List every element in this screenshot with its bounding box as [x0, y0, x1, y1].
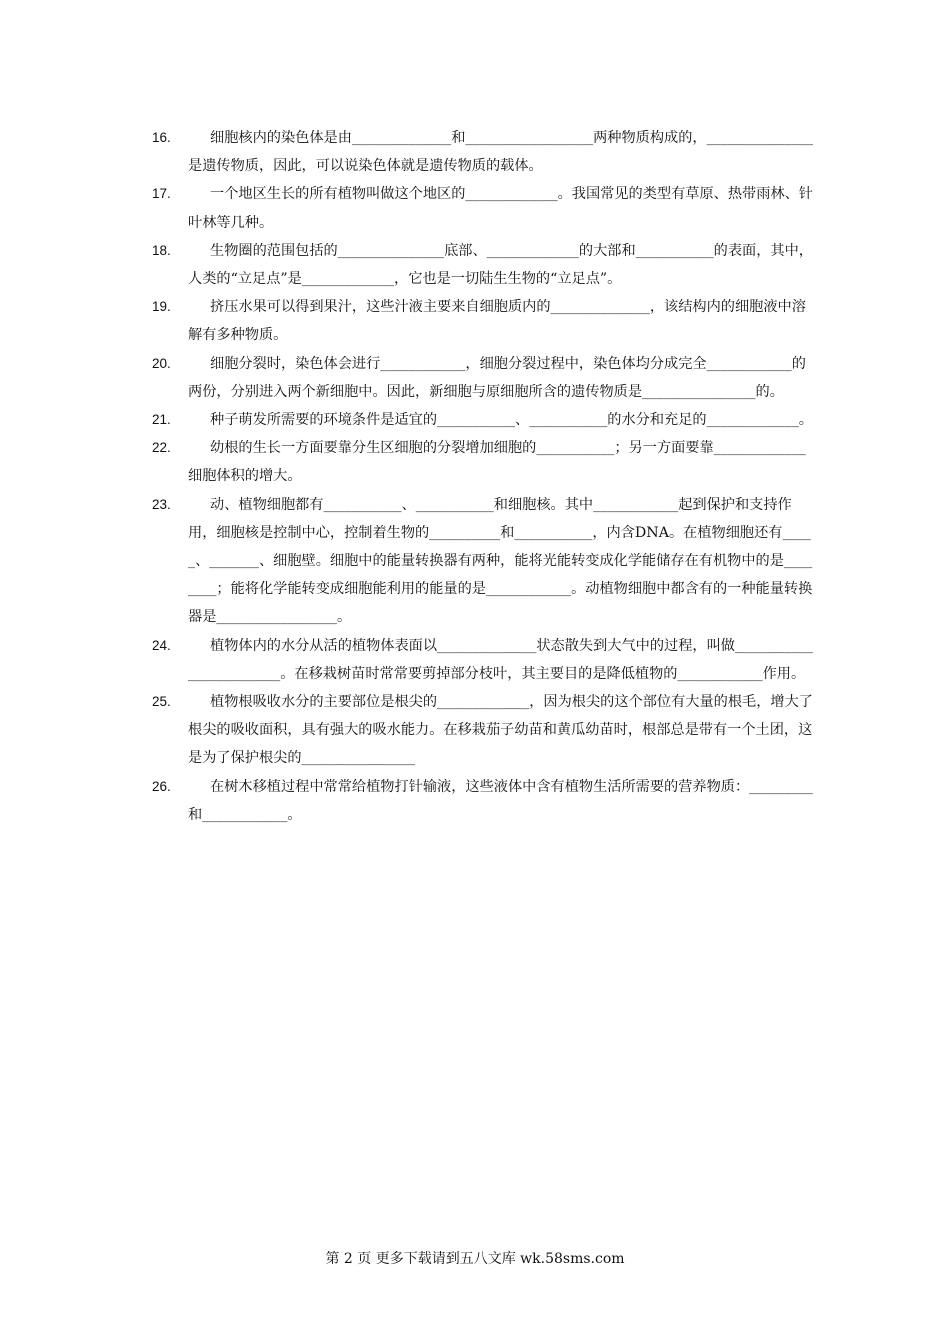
question-number: 23. [152, 496, 171, 512]
question-number: 17. [152, 186, 171, 202]
question-number: 25. [152, 694, 171, 710]
question-text: 植物体内的水分从活的植物体表面以______________状态散失到大气中的过程，叫做________________________。在移栽树苗时常常要剪掉部分枝叶，其主要目的是降低植物的____________作用。 [188, 637, 813, 682]
question-list [0, 124, 950, 829]
question-number: 22. [152, 440, 171, 456]
question-25 [152, 688, 818, 773]
question-16 [152, 124, 818, 180]
question-text: 种子萌发所需要的环境条件是适宜的___________、___________的水分和充足的_____________。 [210, 412, 813, 429]
question-text: 动、植物细胞都有___________、___________和细胞核。其中____________起到保护和支持作用，细胞核是控制中心，控制着生物的__________和___________，内含DNA。在植物细胞还有_____、_______、细胞壁。细胞中的能量转换器有两种，能将光能转变成化学能储存在有机物中的是________；能将化学能转变成细胞能利用的能量的是____________。动植物细胞中都含有的一种能量转换器是_________________。 [188, 496, 813, 626]
question-text: 一个地区生长的所有植物叫做这个地区的_____________。我国常见的类型有草原、热带雨林、针叶林等几种。 [188, 186, 813, 231]
question-number: 20. [152, 355, 171, 371]
question-text: 在树木移植过程中常常给植物打针输液，这些液体中含有植物生活所需要的营养物质：_________和____________。 [188, 778, 813, 823]
question-number: 26. [152, 778, 171, 794]
question-number: 19. [152, 299, 171, 315]
question-22 [152, 434, 818, 490]
question-number: 24. [152, 637, 171, 653]
question-text: 生物圈的范围包括的_______________底部、_____________的大部和___________的表面，其中，人类的“立足点”是_____________，它也是一切陆生生物的“立足点”。 [188, 242, 813, 288]
question-number: 18. [152, 242, 171, 258]
question-18 [152, 237, 818, 293]
question-text: 幼根的生长一方面要靠分生区细胞的分裂增加细胞的___________；另一方面要靠_____________细胞体积的增大。 [188, 440, 806, 485]
question-text: 植物根吸收水分的主要部位是根尖的_____________，因为根尖的这个部位有大量的根毛，增大了根尖的吸收面积，具有强大的吸水能力。在移栽茄子幼苗和黄瓜幼苗时，根部总是带有一个土团，这是为了保护根尖的________________ [188, 694, 813, 767]
page-footer: 第 2 页 更多下载请到五八文库 wk.58sms.com [325, 1251, 625, 1267]
question-23 [152, 491, 818, 632]
question-text: 挤压水果可以得到果汁，这些汁液主要来自细胞质内的______________，该结构内的细胞液中溶解有多种物质。 [188, 299, 806, 344]
question-20 [152, 350, 818, 406]
question-text: 细胞分裂时，染色体会进行____________，细胞分裂过程中，染色体均分成完全____________的两份，分别进入两个新细胞中。因此，新细胞与原细胞所含的遗传物质是________________的。 [188, 355, 806, 400]
question-text: 细胞核内的染色体是由______________和__________________两种物质构成的，_______________是遗传物质，因此，可以说染色体就是遗传物质的载体。 [188, 130, 813, 175]
question-17 [152, 180, 818, 236]
question-number: 21. [152, 412, 171, 428]
question-number: 16. [152, 130, 171, 145]
question-24 [152, 632, 818, 688]
question-26 [152, 773, 818, 829]
question-21 [152, 406, 818, 434]
question-19 [152, 293, 818, 349]
